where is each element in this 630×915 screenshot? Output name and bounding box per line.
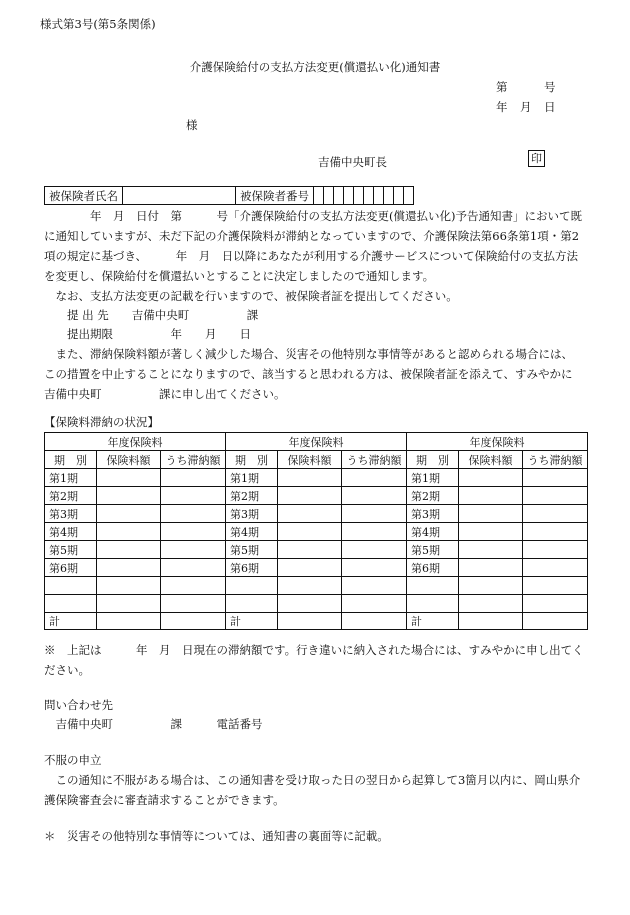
unpaid-cell[interactable] bbox=[523, 523, 588, 541]
unpaid-cell[interactable] bbox=[161, 559, 226, 577]
amount-cell[interactable] bbox=[97, 613, 161, 630]
period-label: 第1期 bbox=[45, 469, 97, 487]
unpaid-cell[interactable] bbox=[523, 595, 588, 613]
period-label: 第3期 bbox=[45, 505, 97, 523]
col-amount: 保険料額 bbox=[278, 451, 342, 469]
period-label bbox=[226, 595, 278, 613]
submission-deadline: 提出期限 年 月 日 bbox=[44, 327, 251, 341]
amount-cell[interactable] bbox=[278, 541, 342, 559]
col-period: 期 別 bbox=[407, 451, 459, 469]
col-period: 期 別 bbox=[226, 451, 278, 469]
form-number: 様式第3号(第5条関係) bbox=[40, 17, 156, 31]
amount-cell[interactable] bbox=[459, 577, 523, 595]
total-label: 計 bbox=[407, 613, 459, 630]
unpaid-cell[interactable] bbox=[161, 541, 226, 559]
total-label: 計 bbox=[45, 613, 97, 630]
unpaid-cell[interactable] bbox=[161, 487, 226, 505]
arrears-table bbox=[44, 432, 588, 630]
period-label: 第3期 bbox=[407, 505, 459, 523]
period-label: 第3期 bbox=[226, 505, 278, 523]
unpaid-cell[interactable] bbox=[342, 577, 407, 595]
addressee-suffix: 様 bbox=[186, 118, 198, 132]
amount-cell[interactable] bbox=[459, 523, 523, 541]
insured-number-box[interactable] bbox=[384, 187, 394, 205]
amount-cell[interactable] bbox=[97, 505, 161, 523]
unpaid-cell[interactable] bbox=[523, 487, 588, 505]
insured-number-box[interactable] bbox=[314, 187, 324, 205]
fiscal-year-header: 年度保険料 bbox=[226, 433, 407, 451]
insured-number-box[interactable] bbox=[334, 187, 344, 205]
appeal-text: この通知に不服がある場合は、この通知書を受け取った日の翌日から起算して3箇月以内に、岡山県介護保険審査会に審査請求することができます。 bbox=[44, 773, 581, 807]
table-row bbox=[45, 595, 588, 613]
period-label: 第2期 bbox=[407, 487, 459, 505]
unpaid-cell[interactable] bbox=[161, 595, 226, 613]
unpaid-cell[interactable] bbox=[523, 613, 588, 630]
period-label: 第6期 bbox=[45, 559, 97, 577]
sender-name: 吉備中央町長 bbox=[318, 155, 387, 169]
period-label: 第6期 bbox=[407, 559, 459, 577]
amount-cell[interactable] bbox=[459, 559, 523, 577]
unpaid-cell[interactable] bbox=[161, 469, 226, 487]
total-label: 計 bbox=[226, 613, 278, 630]
period-label: 第4期 bbox=[45, 523, 97, 541]
number-suffix: 号 bbox=[544, 80, 556, 94]
body-paragraph-2: なお、支払方法変更の記載を行いますので、被保険者証を提出してください。 bbox=[44, 289, 458, 303]
fiscal-year-header: 年度保険料 bbox=[45, 433, 226, 451]
period-label: 第2期 bbox=[45, 487, 97, 505]
seal-box: 印 bbox=[528, 150, 545, 167]
amount-cell[interactable] bbox=[278, 613, 342, 630]
insured-name-label: 被保険者氏名 bbox=[45, 187, 123, 205]
table-row bbox=[45, 523, 588, 541]
amount-cell[interactable] bbox=[97, 577, 161, 595]
insured-number-box[interactable] bbox=[344, 187, 354, 205]
insured-name-field[interactable] bbox=[123, 187, 236, 205]
period-label bbox=[45, 595, 97, 613]
table-row bbox=[45, 487, 588, 505]
appeal-heading: 不服の申立 bbox=[44, 753, 102, 767]
table-row bbox=[45, 559, 588, 577]
insured-number-box[interactable] bbox=[364, 187, 374, 205]
period-label: 第2期 bbox=[226, 487, 278, 505]
body-paragraph-1: 年 月 日付 第 号「介護保険給付の支払方法変更(償還払い化)予告通知書」において既に通知していますが、未だ下記の介護保険料が滞納となっていますので、介護保険法第66条第1項・第2項の規定に基づき、 年 月 日以降にあなたが利用する介護サービスについて保険給付の支払方法を変更し、保険給付を償還払いとすることに決定しましたので通知します。 bbox=[44, 209, 582, 283]
table-row bbox=[45, 541, 588, 559]
date-month: 月 bbox=[520, 100, 532, 114]
contact-heading: 問い合わせ先 bbox=[44, 698, 113, 712]
unpaid-cell[interactable] bbox=[342, 541, 407, 559]
period-label bbox=[226, 577, 278, 595]
amount-cell[interactable] bbox=[278, 559, 342, 577]
period-label: 第6期 bbox=[226, 559, 278, 577]
unpaid-cell[interactable] bbox=[161, 523, 226, 541]
amount-cell[interactable] bbox=[97, 469, 161, 487]
amount-cell[interactable] bbox=[278, 469, 342, 487]
unpaid-cell[interactable] bbox=[523, 505, 588, 523]
number-prefix: 第 bbox=[496, 80, 508, 94]
col-unpaid: うち滞納額 bbox=[161, 451, 226, 469]
col-period: 期 別 bbox=[45, 451, 97, 469]
footnote: ＊ 災害その他特別な事情等については、通知書の裏面等に記載。 bbox=[44, 829, 389, 843]
unpaid-cell[interactable] bbox=[342, 469, 407, 487]
insured-number-box[interactable] bbox=[394, 187, 404, 205]
period-label: 第4期 bbox=[407, 523, 459, 541]
amount-cell[interactable] bbox=[97, 541, 161, 559]
amount-cell[interactable] bbox=[97, 487, 161, 505]
amount-cell[interactable] bbox=[459, 541, 523, 559]
arrears-section-title: 【保険料滞納の状況】 bbox=[44, 415, 159, 429]
insured-number-box[interactable] bbox=[324, 187, 334, 205]
date-year: 年 bbox=[496, 100, 508, 114]
amount-cell[interactable] bbox=[278, 505, 342, 523]
amount-cell[interactable] bbox=[459, 487, 523, 505]
unpaid-cell[interactable] bbox=[342, 523, 407, 541]
table-row bbox=[45, 469, 588, 487]
col-unpaid: うち滞納額 bbox=[342, 451, 407, 469]
unpaid-cell[interactable] bbox=[161, 505, 226, 523]
period-label: 第5期 bbox=[407, 541, 459, 559]
amount-cell[interactable] bbox=[459, 505, 523, 523]
unpaid-cell[interactable] bbox=[342, 559, 407, 577]
period-label: 第4期 bbox=[226, 523, 278, 541]
period-label: 第1期 bbox=[226, 469, 278, 487]
period-label: 第1期 bbox=[407, 469, 459, 487]
body-paragraph-3: また、滞納保険料額が著しく減少した場合、災害その他特別な事情等があると認められる場合には、この措置を中止することになりますので、該当すると思われる方は、被保険者証を添えて、すみやかに吉備中央町 課に申し出てください。 bbox=[44, 347, 573, 401]
amount-cell[interactable] bbox=[278, 595, 342, 613]
amount-cell[interactable] bbox=[278, 577, 342, 595]
fiscal-year-header: 年度保険料 bbox=[407, 433, 588, 451]
unpaid-cell[interactable] bbox=[342, 595, 407, 613]
amount-cell[interactable] bbox=[97, 559, 161, 577]
amount-cell[interactable] bbox=[459, 595, 523, 613]
total-row bbox=[45, 613, 588, 630]
document-title: 介護保険給付の支払方法変更(償還払い化)通知書 bbox=[189, 60, 441, 74]
unpaid-cell[interactable] bbox=[523, 559, 588, 577]
period-label bbox=[407, 577, 459, 595]
insured-number-box[interactable] bbox=[354, 187, 364, 205]
unpaid-cell[interactable] bbox=[523, 469, 588, 487]
unpaid-cell[interactable] bbox=[342, 505, 407, 523]
unpaid-cell[interactable] bbox=[523, 541, 588, 559]
date-day: 日 bbox=[544, 100, 556, 114]
period-label bbox=[407, 595, 459, 613]
period-label: 第5期 bbox=[226, 541, 278, 559]
arrears-note: ※ 上記は 年 月 日現在の滞納額です。行き違いに納入された場合には、すみやかに申し出てください。 bbox=[44, 643, 584, 677]
amount-cell[interactable] bbox=[459, 469, 523, 487]
contact-line: 吉備中央町 課 電話番号 bbox=[44, 717, 263, 731]
unpaid-cell[interactable] bbox=[342, 613, 407, 630]
amount-cell[interactable] bbox=[278, 523, 342, 541]
insured-number-box[interactable] bbox=[404, 187, 414, 205]
unpaid-cell[interactable] bbox=[161, 577, 226, 595]
col-unpaid: うち滞納額 bbox=[523, 451, 588, 469]
insured-info-table bbox=[44, 186, 414, 205]
unpaid-cell[interactable] bbox=[342, 487, 407, 505]
period-label bbox=[45, 577, 97, 595]
col-amount: 保険料額 bbox=[97, 451, 161, 469]
amount-cell[interactable] bbox=[97, 595, 161, 613]
unpaid-cell[interactable] bbox=[161, 613, 226, 630]
insured-number-label: 被保険者番号 bbox=[236, 187, 314, 205]
amount-cell[interactable] bbox=[97, 523, 161, 541]
table-row bbox=[45, 577, 588, 595]
table-row bbox=[45, 505, 588, 523]
period-label: 第5期 bbox=[45, 541, 97, 559]
col-amount: 保険料額 bbox=[459, 451, 523, 469]
insured-number-box[interactable] bbox=[374, 187, 384, 205]
submission-destination: 提 出 先 吉備中央町 課 bbox=[44, 308, 259, 322]
unpaid-cell[interactable] bbox=[523, 577, 588, 595]
amount-cell[interactable] bbox=[459, 613, 523, 630]
amount-cell[interactable] bbox=[278, 487, 342, 505]
